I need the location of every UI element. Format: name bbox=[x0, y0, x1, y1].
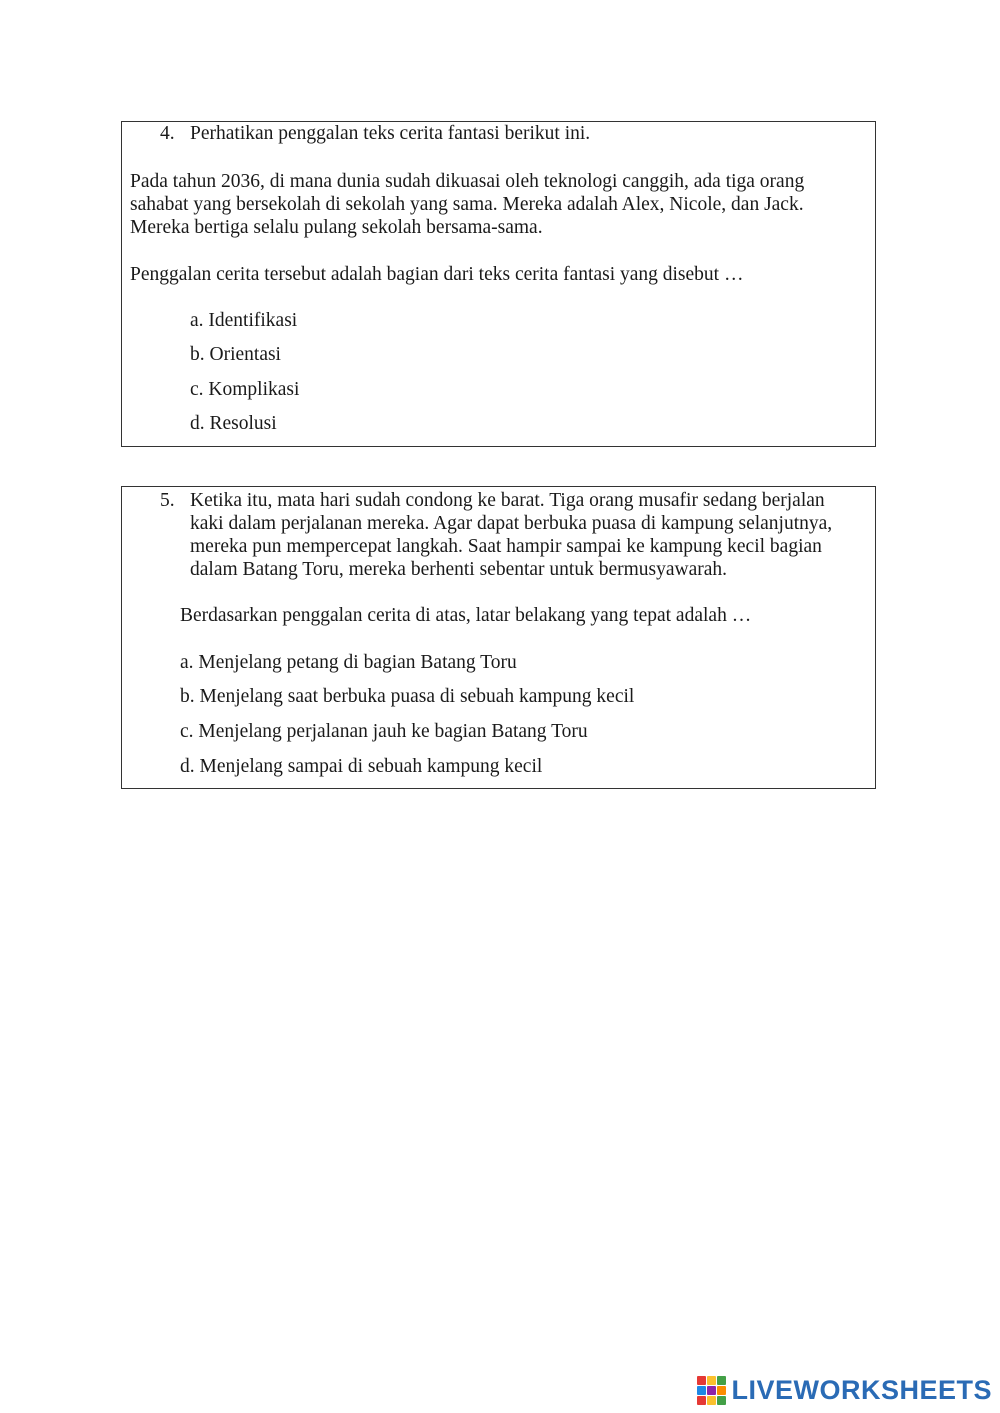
question-5-option-d: d. Menjelang sampai di sebuah kampung kecil bbox=[180, 756, 543, 777]
logo-text: LIVEWORKSHEETS bbox=[731, 1375, 992, 1405]
question-4-number: 4. bbox=[160, 123, 175, 144]
question-4-box bbox=[121, 121, 876, 447]
question-5-number: 5. bbox=[160, 490, 175, 511]
logo-square bbox=[697, 1376, 706, 1385]
logo-square bbox=[707, 1396, 716, 1405]
question-5-passage: Ketika itu, mata hari sudah condong ke barat. Tiga orang musafir sedang berjalan kaki dalam perjalanan mereka. Agar dapat berbuka puasa di kampung selanjutnya, mereka pun mempercepat langkah. Saat hampir sampai ke kampung kecil bagian dalam Batang Toru, mereka berhenti sebentar untuk bermusyawarah. bbox=[190, 490, 833, 580]
question-5-option-b: b. Menjelang saat berbuka puasa di sebuah kampung kecil bbox=[180, 686, 635, 707]
question-4-option-d: d. Resolusi bbox=[190, 413, 277, 434]
logo-square bbox=[697, 1386, 706, 1395]
question-4-passage: Pada tahun 2036, di mana dunia sudah dikuasai oleh teknologi canggih, ada tiga orang sahabat yang bersekolah di sekolah yang sama. Mereka adalah Alex, Nicole, dan Jack. Mereka bertiga selalu pulang sekolah bersama-sama. bbox=[130, 171, 805, 238]
logo-square bbox=[717, 1376, 726, 1385]
liveworksheets-logo[interactable] bbox=[697, 1375, 992, 1405]
question-4-option-c: c. Komplikasi bbox=[190, 379, 300, 400]
logo-square bbox=[707, 1386, 716, 1395]
liveworksheets-logo-icon bbox=[697, 1376, 726, 1405]
question-5-prompt: Berdasarkan penggalan cerita di atas, latar belakang yang tepat adalah … bbox=[180, 605, 752, 626]
question-5-option-c: c. Menjelang perjalanan jauh ke bagian Batang Toru bbox=[180, 721, 588, 742]
question-5-box bbox=[121, 486, 876, 789]
logo-square bbox=[717, 1386, 726, 1395]
question-4-prompt: Penggalan cerita tersebut adalah bagian dari teks cerita fantasi yang disebut … bbox=[130, 264, 744, 285]
question-4-option-b: b. Orientasi bbox=[190, 344, 281, 365]
question-4-heading: Perhatikan penggalan teks cerita fantasi berikut ini. bbox=[190, 123, 591, 144]
logo-square bbox=[707, 1376, 716, 1385]
question-4-option-a: a. Identifikasi bbox=[190, 310, 298, 331]
logo-square bbox=[697, 1396, 706, 1405]
logo-square bbox=[717, 1396, 726, 1405]
question-5-option-a: a. Menjelang petang di bagian Batang Toru bbox=[180, 652, 517, 673]
